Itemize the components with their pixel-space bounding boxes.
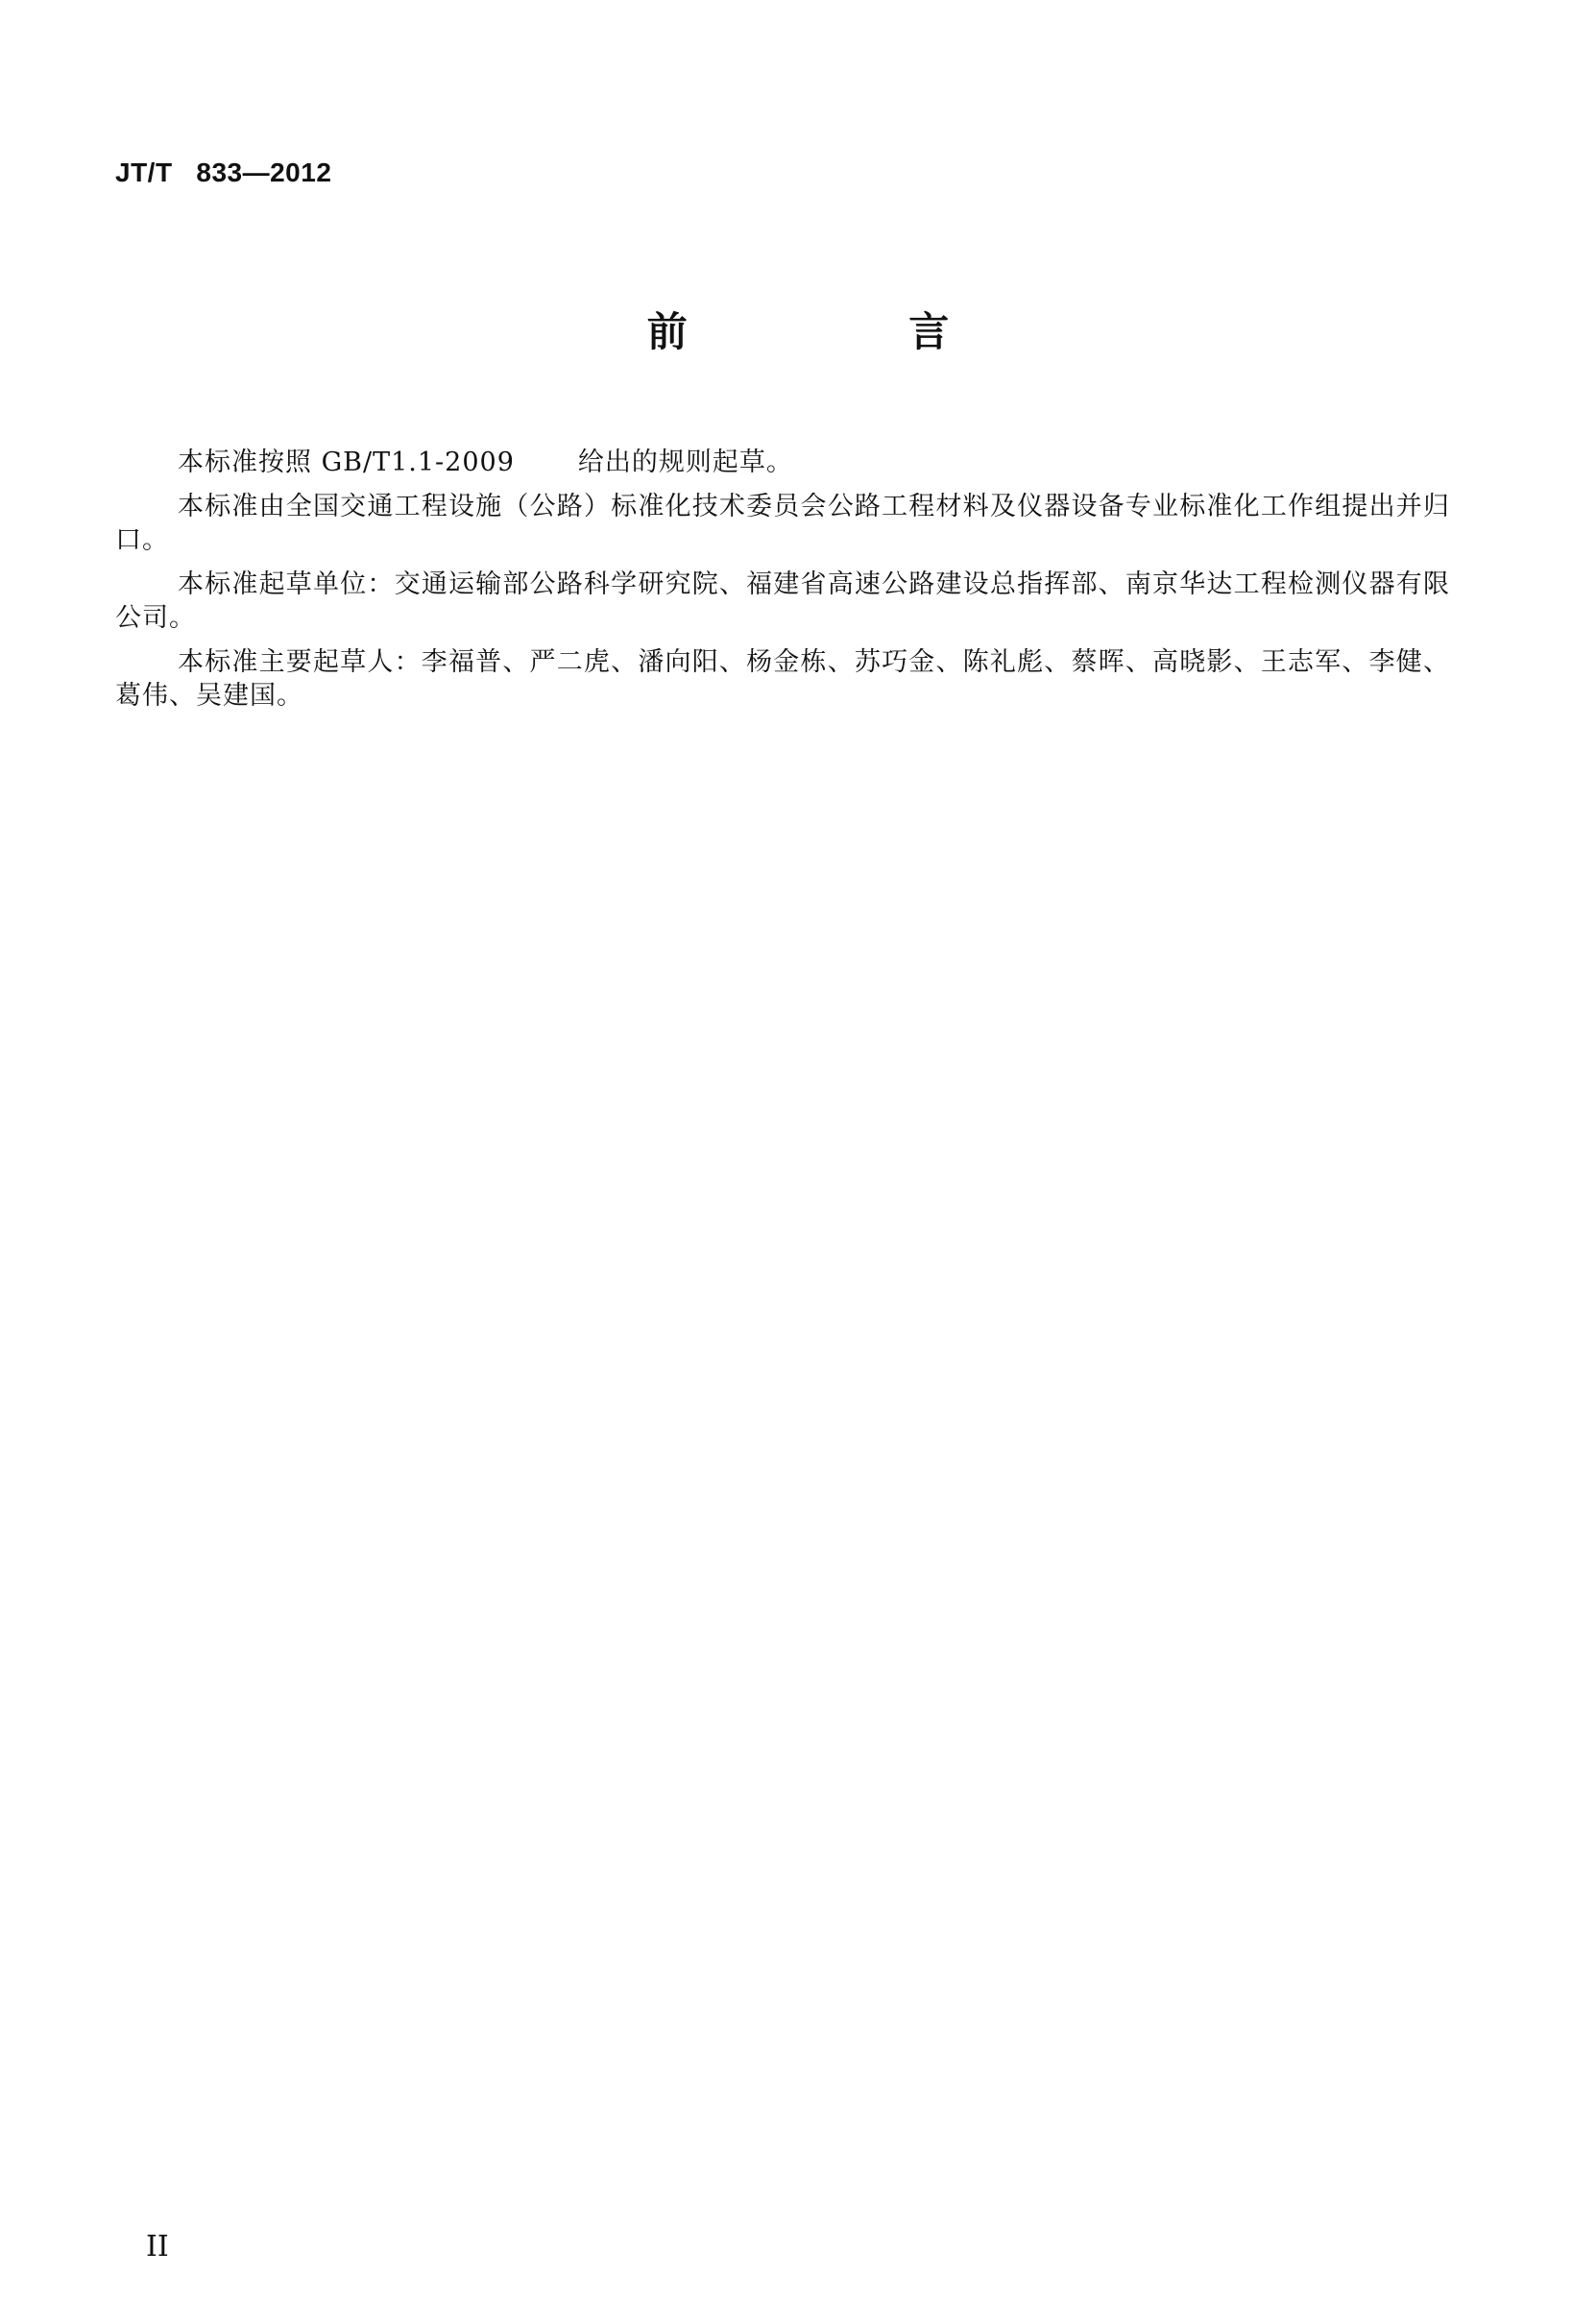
paragraph-drafters: 本标准主要起草人：李福普、严二虎、潘向阳、杨金栋、苏巧金、陈礼彪、蔡晖、高晓影、王志军、李健、 葛伟、吴建国。 [115,647,1450,711]
foreword-body [115,446,1450,723]
standard-code: JT/T 833—2012 [115,157,332,187]
paragraph-drafting-rules [115,446,1450,479]
drafting-rules-ref: 本标准按照 GB/T1.1-2009 [178,448,515,477]
page-title: 前 言 [646,308,1053,355]
page-number: II [146,2230,169,2263]
paragraph-drafting-units: 本标准起草单位：交通运输部公路科学研究院、福建省高速公路建设总指挥部、南京华达工程检测仪器有限公司。 [115,569,1450,633]
paragraph-proposer: 本标准由全国交通工程设施（公路）标准化技术委员会公路工程材料及仪器设备专业标准化工作组提出并归口。 [115,492,1450,555]
drafting-rules-rest: 给出的规则起草。 [577,448,793,477]
